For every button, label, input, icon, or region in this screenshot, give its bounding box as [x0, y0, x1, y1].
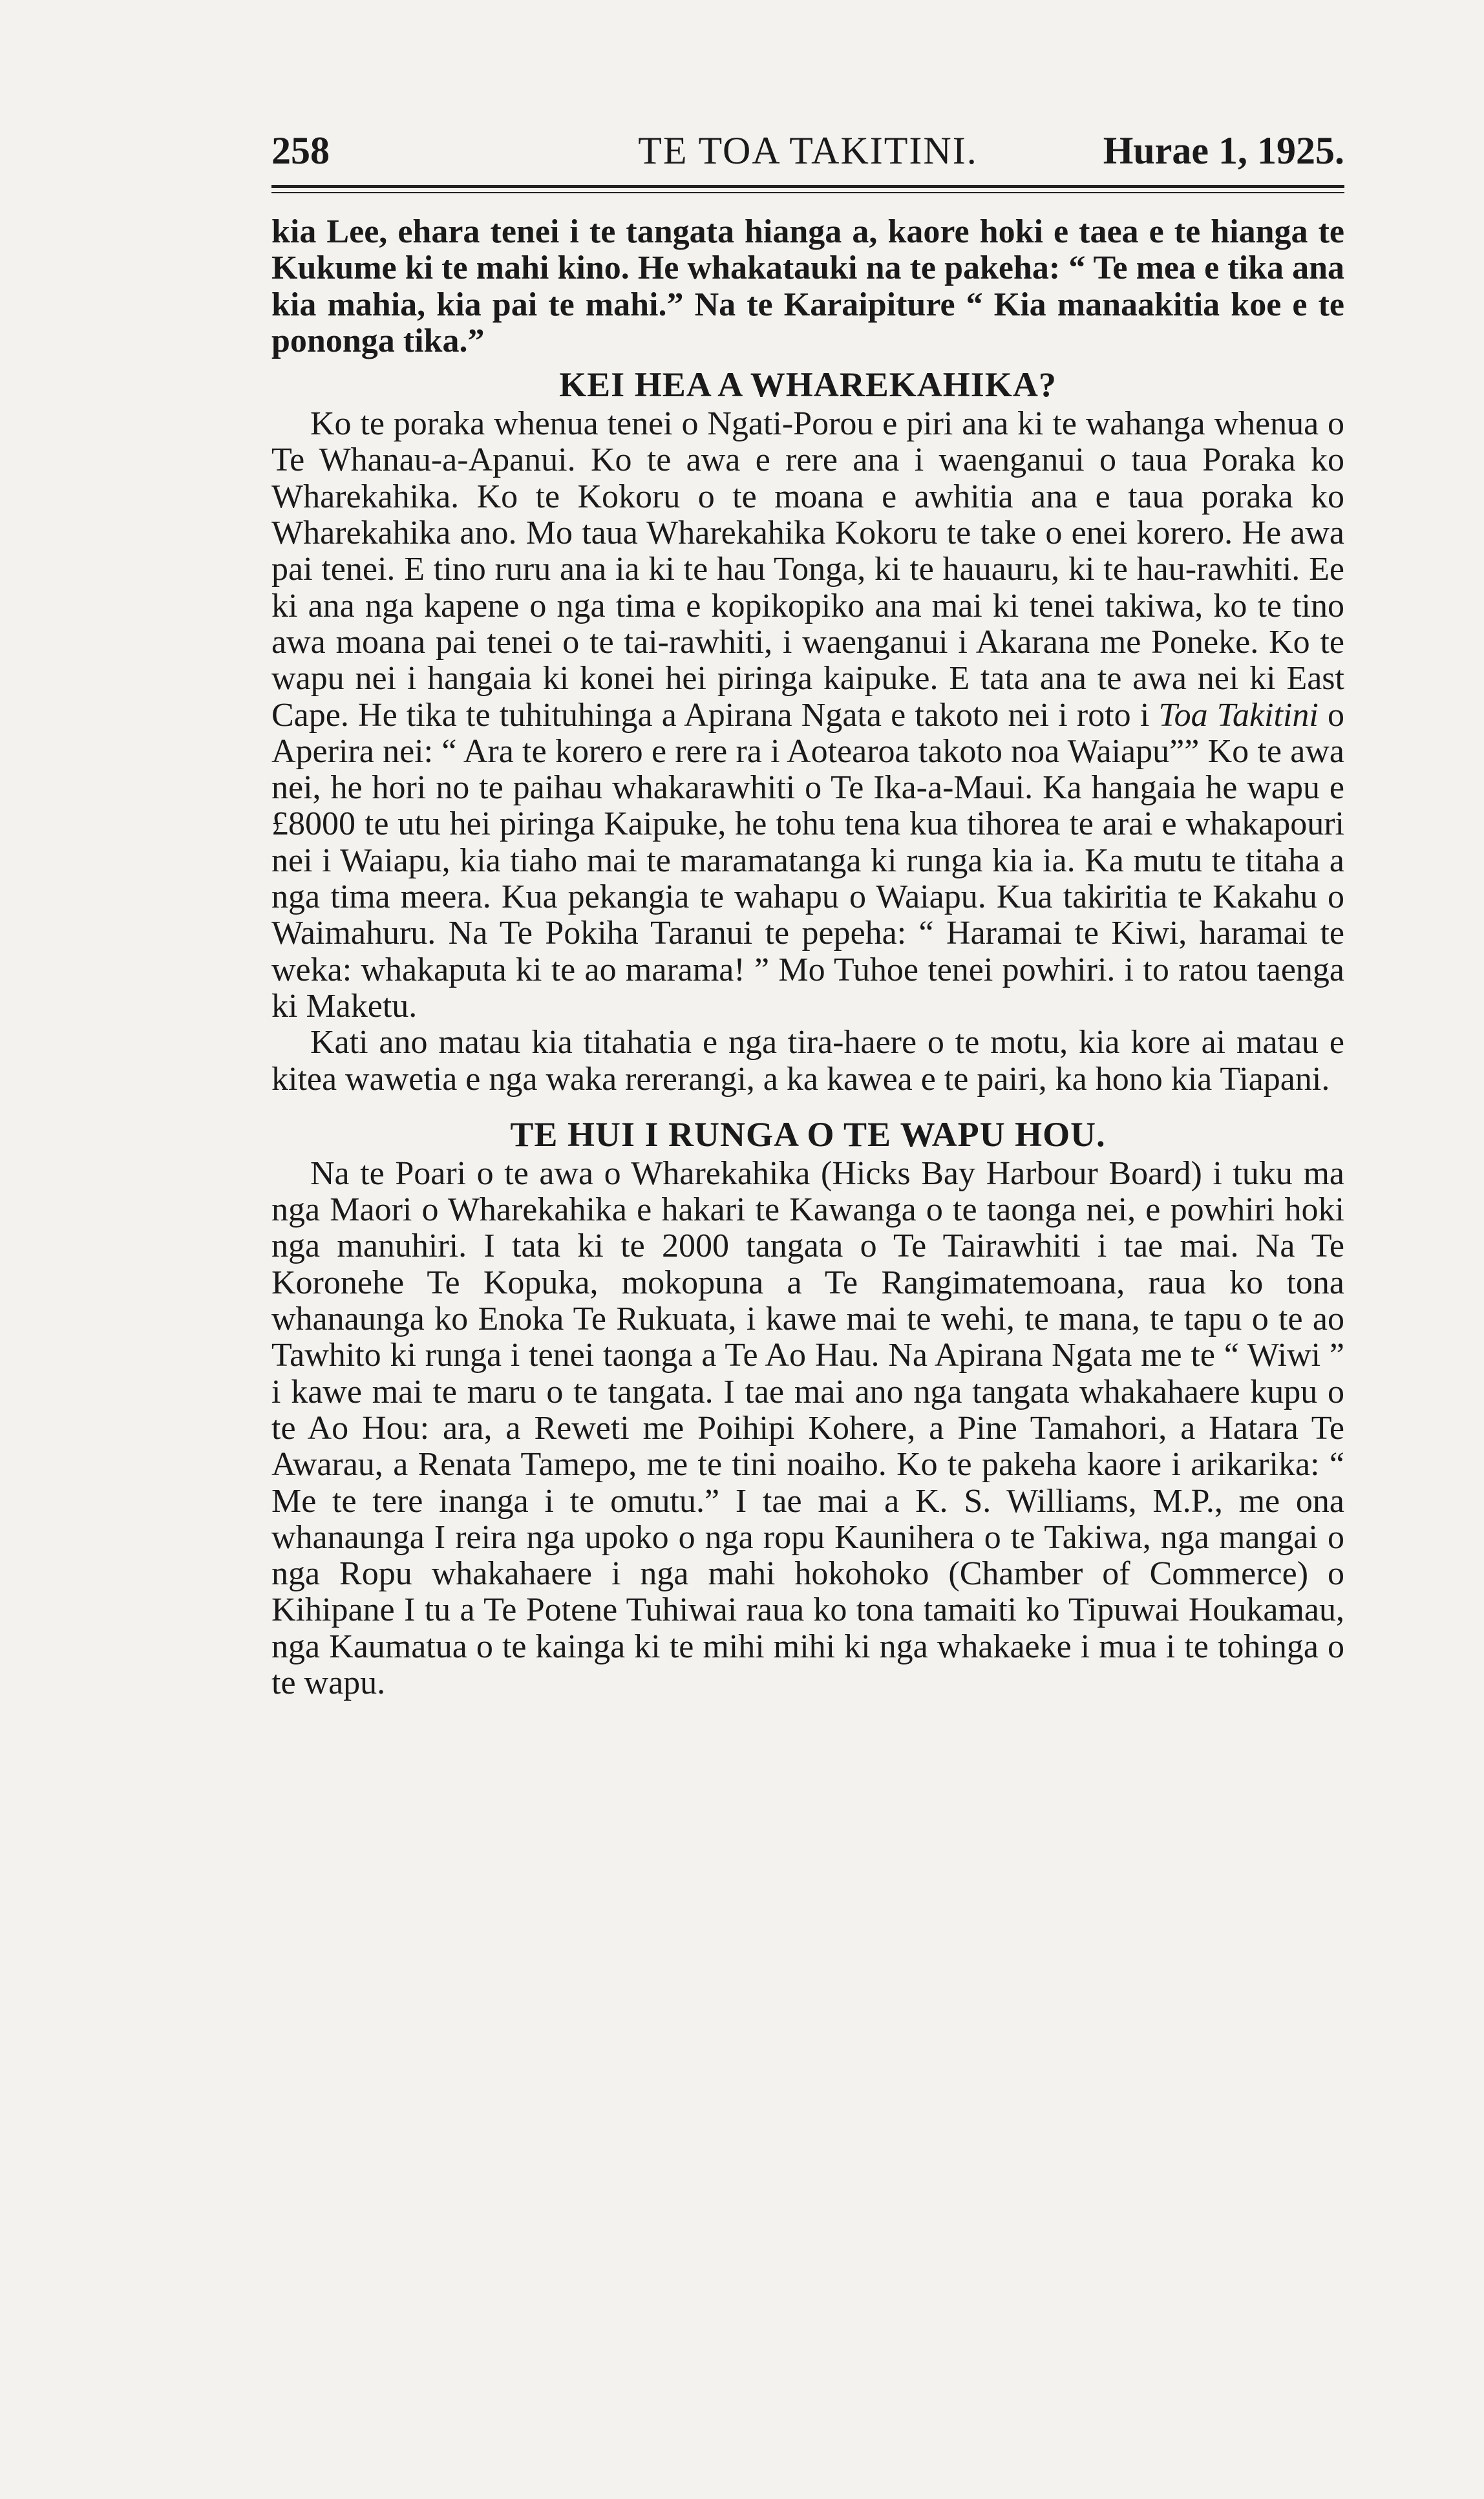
- continued-paragraph: kia Lee, ehara tenei i te tangata hianga a, kaore hoki e taea e te hianga te Kukume ki te mahi kino. He whakatauki na te pakeha: “ Te mea e tika ana kia mahia, kia pai te mahi.” Na te Karaipiture “ Kia manaakitia koe e te pononga tika.”: [271, 213, 1344, 359]
- issue-date: Hurae 1, 1925.: [1103, 129, 1344, 172]
- paragraph-text: Ko te poraka whenua tenei o Ngati-Porou e piri ana ki te wahanga whenua o Te Whanau-a-Apanui. Ko te awa e rere ana i waenganui o taua Poraka ko Wharekahika. Ko te Kokoru o te moana e awhitia ana e taua poraka ko Wharekahika ano. Mo taua Wharekahika Kokoru te take o enei korero. He awa pai tenei. E tino ruru ana ia ki te hau Tonga, ki te hauauru, ki te hau-rawhiti. Ee ki ana nga kapene o nga tima e kopikopiko ana mai ki tenei takiwa, ko te tino awa moana pai tenei o te tai-rawhiti, i waenganui i Akarana me Poneke. Ko te wapu nei i hangaia ki konei hei piringa kaipuke. E tata ana te awa nei ki East Cape. He tika te tuhituhinga a Apirana Ngata e takoto nei i roto i: [271, 405, 1344, 734]
- header-rule-thin: [271, 192, 1344, 193]
- paragraph: Kati ano matau kia titahatia e nga tira-haere o te motu, kia kore ai matau e kitea wawetia e nga waka rererangi, a ka kawea e te pairi, ka hono kia Tiapani.: [271, 1024, 1344, 1098]
- header-rule: [271, 185, 1344, 188]
- section-heading: TE HUI I RUNGA O TE WAPU HOU.: [510, 1114, 1106, 1154]
- paragraph: [271, 406, 1344, 1025]
- paragraph: Na te Poari o te awa o Wharekahika (Hicks Bay Harbour Board) i tuku ma nga Maori o Wharekahika e hakari te Kawanga o te taonga nei, e powhiri hoki nga manuhiri. I tata ki te 2000 tangata o Te Tairawhiti i tae mai. Na Te Koronehe Te Kopuka, mokopuna a Te Rangimatemoana, raua ko tona whanaunga ko Enoka Te Rukuata, i kawe mai te wehi, te mana, te tapu o te ao Tawhito ki runga i tenei taonga a Te Ao Hau. Na Apirana Ngata me te “ Wiwi ” i kawe mai te maru o te tangata. I tae mai ano nga tangata whakahaere kupu o te Ao Hou: ara, a Reweti me Poihipi Kohere, a Pine Tamahori, a Hatara Te Awarau, a Renata Tamepo, me te tini noaiho. Ko te pakeha kaore i arikarika: “ Me te tere inanga i te omutu.” I tae mai a K. S. Williams, M.P., me ona whanaunga I reira nga upoko o nga ropu Kaunihera o te Takiwa, nga mangai o nga Ropu whakahaere i nga mahi hokohoko (Chamber of Commerce) o Kihipane I tu a Te Potene Tuhiwai raua ko tona tamaiti ko Tipuwai Houkamau, nga Kaumatua o te kainga ki te mihi mihi ki nga whakaeke i mua i te tohinga o te wapu.: [271, 1154, 1344, 1701]
- publication-title-emphasis: Toa Takitini: [1158, 696, 1319, 734]
- paragraph-text: o Aperira nei: “ Ara te korero e rere ra i Aotearoa takoto noa Waiapu”” Ko te awa nei, he hori no te paihau whakarawhiti o Te Ika-a-Maui. Ka hangaia he wapu e £8000 te utu hei piringa Kaipuke, he tohu tena kua tihorea te arai e whakapouri nei i Waiapu, kia tiaho mai te maramatanga ki runga kia ia. Ka mutu te titaha a nga tima meera. Kua pekangia te wahapu o Waiapu. Kua takiritia te Kakahu o Waimahuru. Na Te Pokiha Taranui te pepeha: “ Haramai te Kiwi, haramai te weka: whakaputa ki te ao marama! ” Mo Tuhoe tenei powhiri. i to ratou taenga ki Maketu.: [271, 696, 1344, 1025]
- journal-title: TE TOA TAKITINI.: [638, 129, 978, 172]
- running-head: [271, 123, 1344, 178]
- article-body: [271, 214, 1344, 1701]
- document-page: [271, 123, 1344, 2424]
- page-number: 258: [271, 129, 330, 172]
- section-heading: KEI HEA A WHAREKAHIKA?: [559, 365, 1057, 405]
